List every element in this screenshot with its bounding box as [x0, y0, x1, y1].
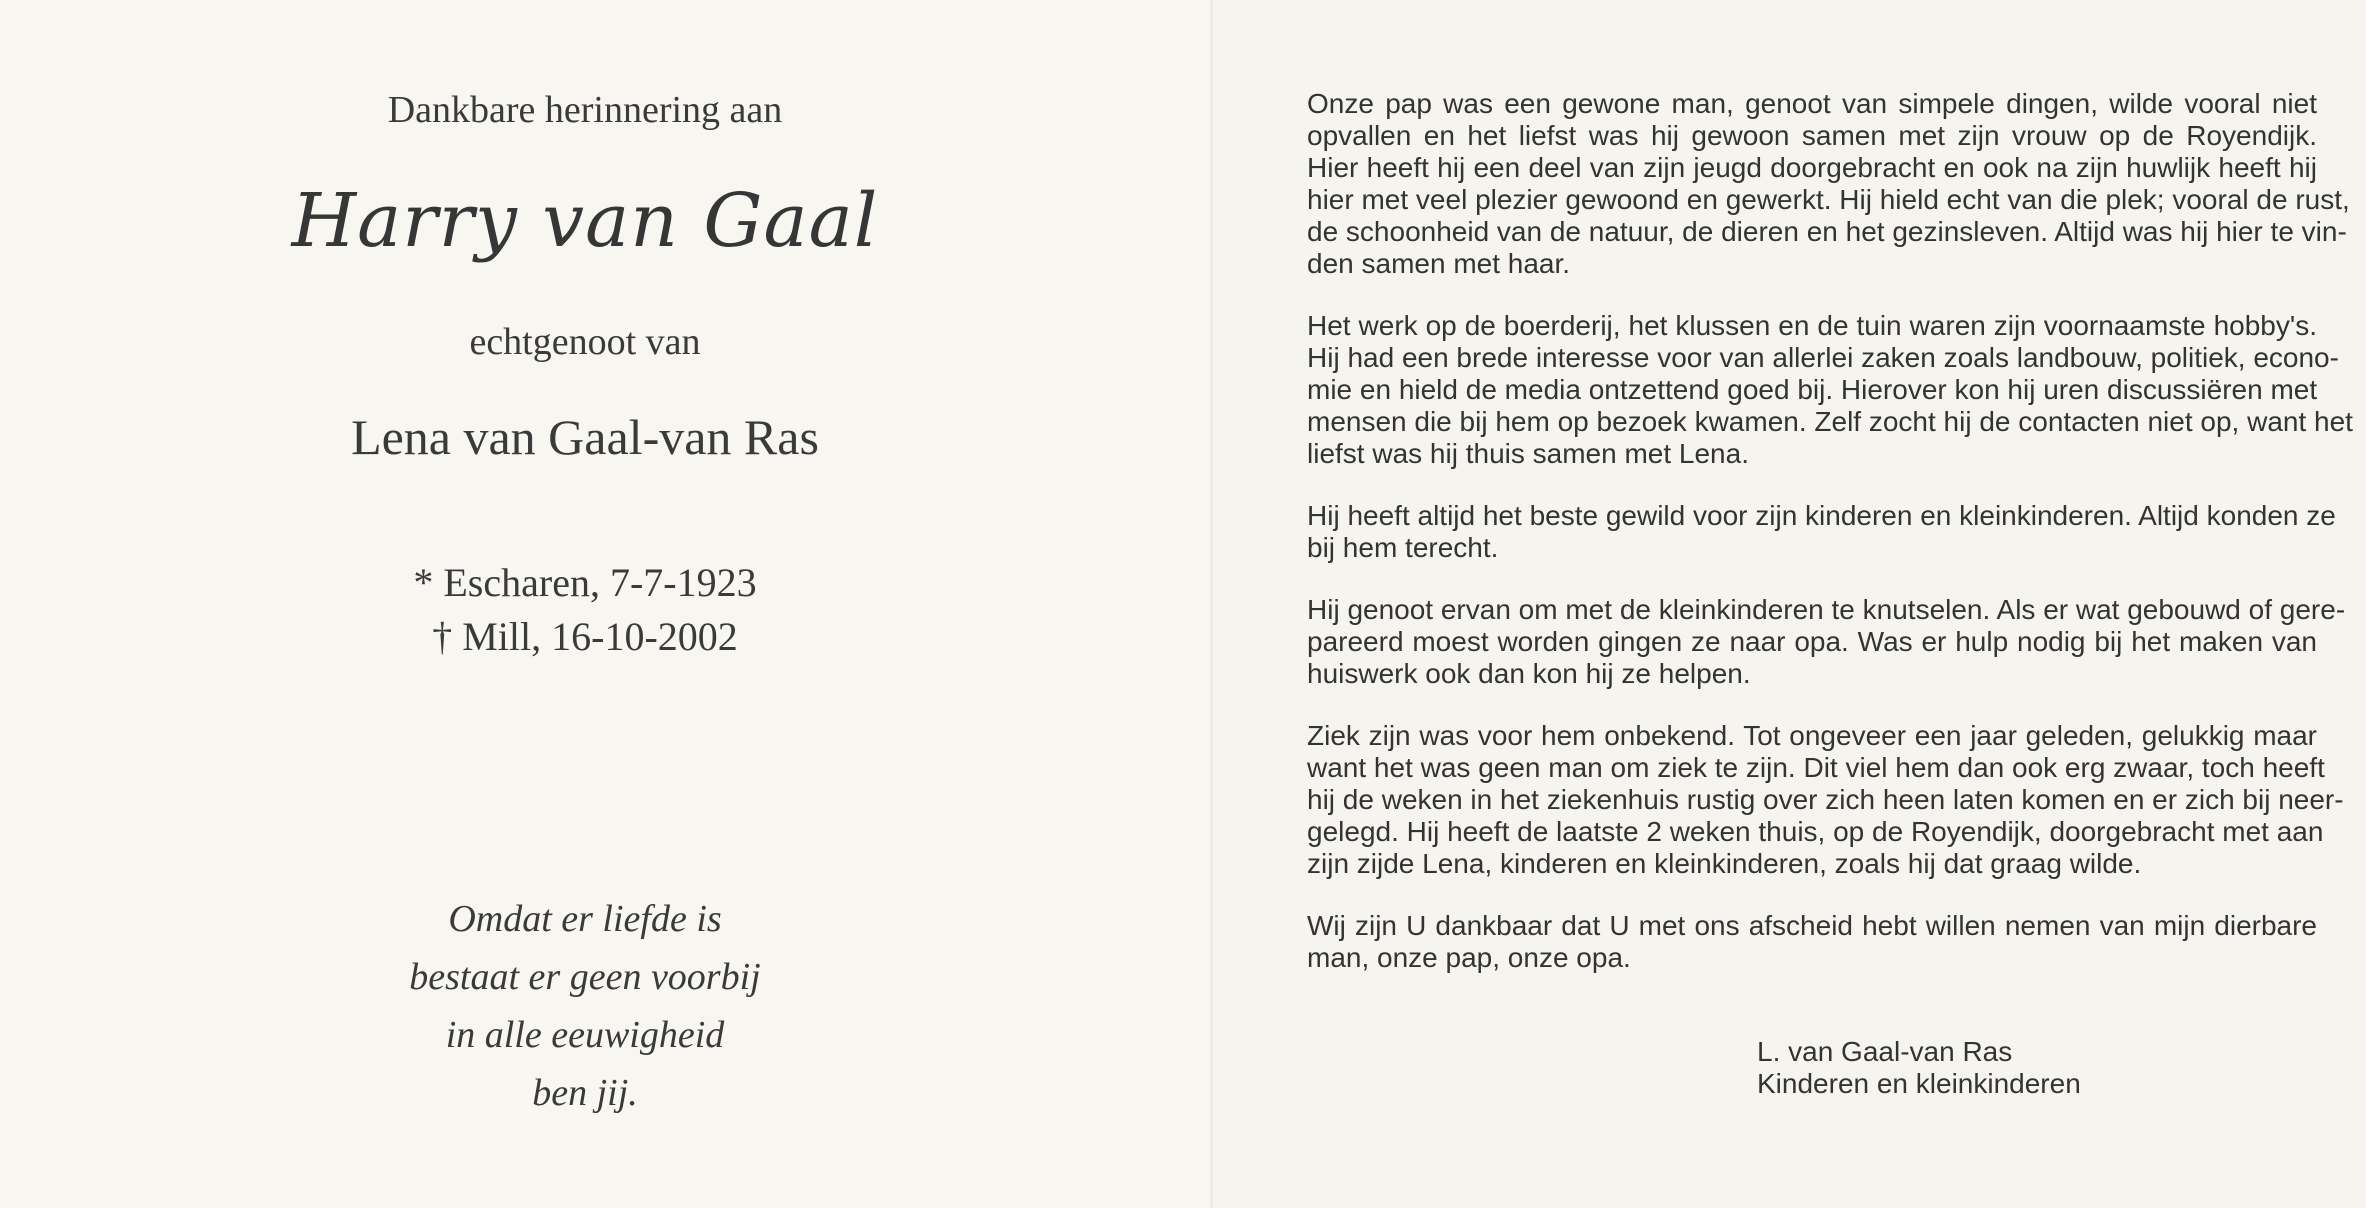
text-line: opvallen en het liefst was hij gewoon samen met zijn vrouw op de Royendijk.	[1307, 120, 2317, 151]
text-line: pareerd moest worden gingen ze naar opa. Was er hulp nodig bij het maken van	[1307, 626, 2317, 657]
paragraph	[1307, 910, 2317, 974]
text-line: man, onze pap, onze opa.	[1307, 942, 1631, 973]
deceased-name: Harry van Gaal	[291, 178, 879, 264]
birth-date: * Escharen, 7-7-1923	[413, 560, 757, 605]
text-line: mensen die bij hem op bezoek kwamen. Zelf zocht hij de contacten niet op, want het	[1307, 406, 2353, 437]
text-line: mie en hield de media ontzettend goed bij. Hierover kon hij uren discussiëren met	[1307, 374, 2318, 405]
poem-line: bestaat er geen voorbij	[409, 956, 761, 998]
spouse-name: Lena van Gaal-van Ras	[351, 409, 819, 465]
poem	[0, 890, 1170, 1122]
text-line: Hij genoot ervan om met de kleinkinderen te knutselen. Als er wat gebouwd of gere-	[1307, 594, 2346, 625]
text-line: hij de weken in het ziekenhuis rustig over zich heen laten komen en er zich bij neer-	[1307, 784, 2344, 815]
text-line: Hier heeft hij een deel van zijn jeugd doorgebracht en ook na zijn huwlijk heeft hij	[1307, 152, 2317, 183]
text-line: Onze pap was een gewone man, genoot van simpele dingen, wilde vooral niet	[1307, 88, 2317, 119]
text-line: bij hem terecht.	[1307, 532, 1499, 563]
poem-line: ben jij.	[532, 1072, 638, 1114]
text-line: hier met veel plezier gewoond en gewerkt. Hij hield echt van die plek; vooral de rust,	[1307, 184, 2350, 215]
life-dates	[0, 556, 1170, 664]
signature-line: Kinderen en kleinkinderen	[1757, 1068, 2081, 1099]
signature-line: L. van Gaal-van Ras	[1757, 1036, 2013, 1067]
text-line: huiswerk ook dan kon hij ze helpen.	[1307, 658, 1751, 689]
intro-text: Dankbare herinnering aan	[387, 89, 783, 131]
text-line: de schoonheid van de natuur, de dieren en het gezinsleven. Altijd was hij hier te vin-	[1307, 216, 2347, 247]
signature	[1757, 1036, 2081, 1100]
text-line: zijn zijde Lena, kinderen en kleinkinderen, zoals hij dat graag wilde.	[1307, 848, 2142, 879]
text-line: Hij heeft altijd het beste gewild voor zijn kinderen en kleinkinderen. Altijd konden ze	[1307, 500, 2336, 531]
paragraph	[1307, 310, 2353, 470]
paragraph	[1307, 88, 2350, 280]
text-line: want het was geen man om ziek te zijn. Dit viel hem dan ook erg zwaar, toch heeft	[1307, 752, 2325, 783]
paragraph	[1307, 594, 2346, 690]
poem-line: Omdat er liefde is	[448, 898, 722, 940]
poem-line: in alle eeuwigheid	[445, 1014, 725, 1056]
card-fold	[1210, 0, 1213, 1208]
paragraph	[1307, 500, 2336, 564]
text-line: liefst was hij thuis samen met Lena.	[1307, 438, 1749, 469]
text-line: Hij had een brede interesse voor van allerlei zaken zoals landbouw, politiek, econo-	[1307, 342, 2339, 373]
text-line: Wij zijn U dankbaar dat U met ons afscheid hebt willen nemen van mijn dierbare	[1307, 910, 2317, 941]
text-line: Ziek zijn was voor hem onbekend. Tot ongeveer een jaar geleden, gelukkig maar	[1307, 720, 2317, 751]
death-date: † Mill, 16-10-2002	[432, 614, 738, 659]
text-line: den samen met haar.	[1307, 248, 1571, 279]
paragraph	[1307, 720, 2344, 880]
text-line: gelegd. Hij heeft de laatste 2 weken thuis, op de Royendijk, doorgebracht met aan	[1307, 816, 2324, 847]
tribute-text	[1307, 88, 2353, 1004]
text-line: Het werk op de boerderij, het klussen en de tuin waren zijn voornaamste hobby's.	[1307, 310, 2317, 341]
spouse-label: echtgenoot van	[469, 321, 701, 363]
